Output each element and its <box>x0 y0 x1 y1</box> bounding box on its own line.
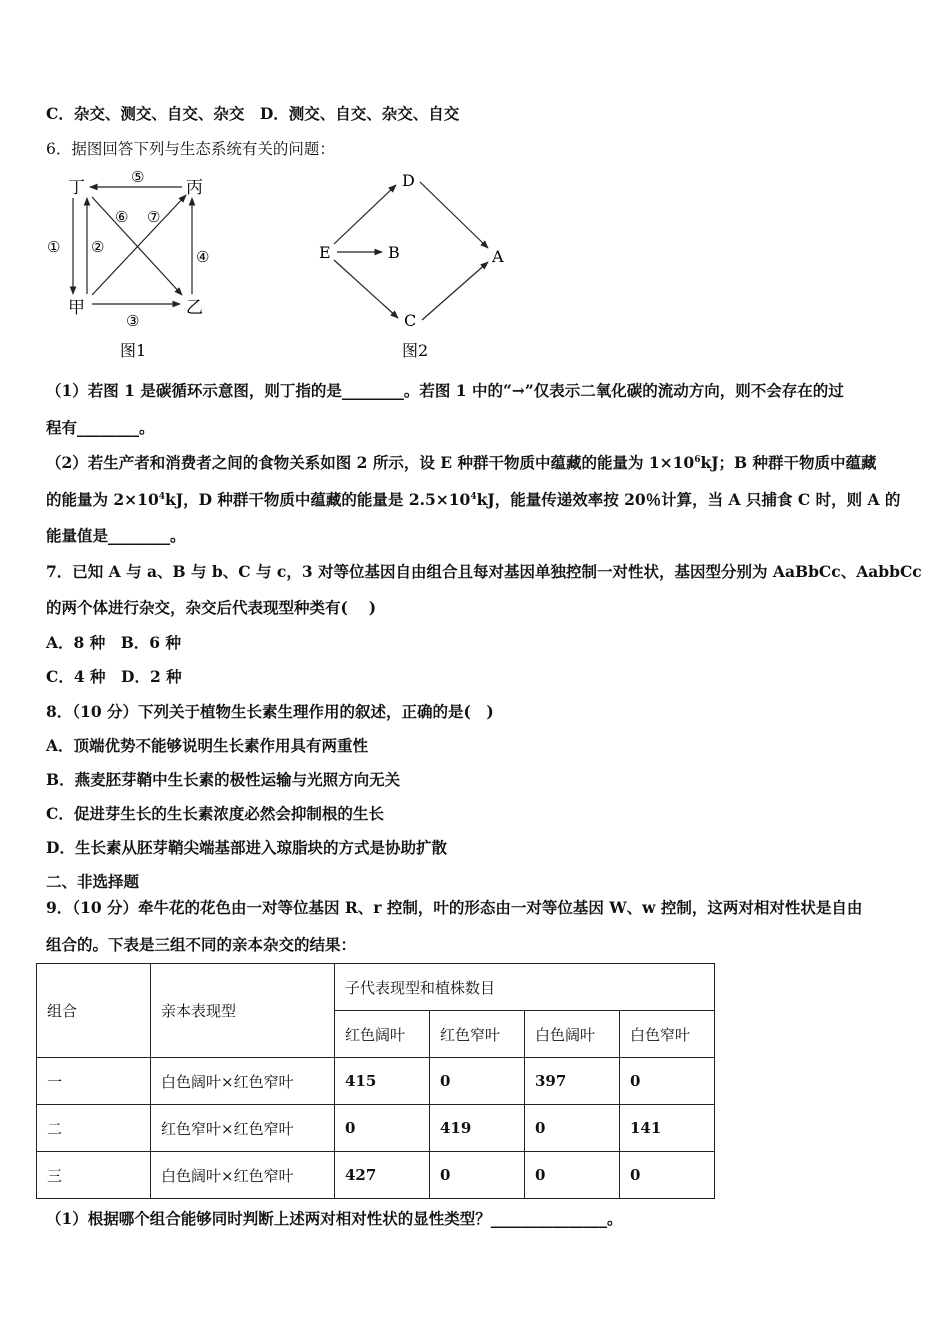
subheader: 白色阔叶 <box>525 1011 620 1058</box>
cell-value: 0 <box>430 1058 525 1105</box>
label-arrow-6: ⑥ <box>115 208 129 226</box>
q6-sub2-line3: 能量值是________。 <box>46 526 186 545</box>
cell-value: 0 <box>335 1105 430 1152</box>
q6-stem: 6．据图回答下列与生态系统有关的问题： <box>46 140 335 158</box>
header-group: 组合 <box>37 964 151 1058</box>
cell-parent: 红色窄叶×红色窄叶 <box>151 1105 335 1152</box>
cell-parent: 白色阔叶×红色窄叶 <box>151 1058 335 1105</box>
q6-sub1-line1: （1）若图 1 是碳循环示意图，则丁指的是________。若图 1 中的“→”仅表示二氧化碳的流动方向，则不会存在的过 <box>46 381 844 400</box>
cell-value: 419 <box>430 1105 525 1152</box>
q7-options-cd: C．4 种 D．2 种 <box>46 667 182 686</box>
q9-sub1: （1）根据哪个组合能够同时判断上述两对相对性状的显性类型？_______________。 <box>46 1209 623 1228</box>
table-row <box>37 1105 715 1152</box>
table-header-row <box>37 964 715 1011</box>
q7-stem-line1: 7．已知 A 与 a、B 与 b、C 与 c，3 对等位基因自由组合且每对基因单独控制一对性状，基因型分别为 AaBbCc、AabbCc <box>46 562 922 581</box>
subheader: 白色窄叶 <box>620 1011 715 1058</box>
figure-1 <box>47 168 209 360</box>
subheader: 红色窄叶 <box>430 1011 525 1058</box>
q6-sub2-line1-sup: 6 <box>694 454 701 465</box>
q6-sub1-line2: 程有________。 <box>46 418 155 437</box>
q9-stem-line2: 组合的。下表是三组不同的亲本杂交的结果： <box>46 935 357 954</box>
figure-2 <box>319 171 504 360</box>
label-arrow-4: ④ <box>196 248 210 266</box>
subheader: 红色阔叶 <box>335 1011 430 1058</box>
q9-stem-line1: 9．（10 分）牵牛花的花色由一对等位基因 R、r 控制，叶的形态由一对等位基因 W、w 控制，这两对相对性状是自由 <box>46 898 863 917</box>
q6-figures-svg <box>40 168 520 363</box>
q6-sub2-line2-sup1: 4 <box>158 491 166 502</box>
arrow-7 <box>92 195 186 295</box>
cell-group: 二 <box>37 1105 151 1152</box>
figure-1-caption: 图1 <box>120 341 147 360</box>
cell-value: 427 <box>335 1152 430 1199</box>
q6-sub2-line1-a: （2）若生产者和消费者之间的食物关系如图 2 所示，设 E 种群干物质中蕴藏的能量为 1×10 <box>46 453 695 472</box>
q6-sub2-line1-b: kJ；B 种群干物质中蕴藏 <box>700 453 877 472</box>
cell-value: 141 <box>620 1105 715 1152</box>
arrow-d-a <box>420 182 488 248</box>
q6-sub2-line2-c: kJ，能量传递效率按 20％计算，当 A 只捕食 C 时，则 A 的 <box>476 490 901 509</box>
node-jia: 甲 <box>68 298 85 318</box>
node-e: E <box>319 243 331 262</box>
q6-sub2-line2-sup2: 4 <box>470 491 477 502</box>
cell-value: 0 <box>525 1105 620 1152</box>
arrow-e-c <box>334 260 398 318</box>
q8-stem: 8．（10 分）下列关于植物生长素生理作用的叙述，正确的是( ) <box>46 702 494 721</box>
results-table <box>36 963 715 1199</box>
table-row <box>37 1152 715 1199</box>
node-ding: 丁 <box>68 178 85 198</box>
cell-group: 三 <box>37 1152 151 1199</box>
node-a: A <box>492 247 504 266</box>
q8-option-b: B．燕麦胚芽鞘中生长素的极性运输与光照方向无关 <box>46 770 401 789</box>
q6-sub2-line2 <box>46 488 900 510</box>
node-d: D <box>402 171 415 190</box>
cell-value: 0 <box>430 1152 525 1199</box>
cell-value: 415 <box>335 1058 430 1105</box>
figure-2-caption: 图2 <box>402 341 429 360</box>
arrow-c-a <box>422 262 488 320</box>
label-arrow-2: ② <box>91 238 105 256</box>
q7-options-ab: A．8 种 B．6 种 <box>46 633 181 652</box>
q7-stem-line2: 的两个体进行杂交，杂交后代表现型种类有( ) <box>46 598 377 617</box>
cell-value: 0 <box>620 1152 715 1199</box>
q8-option-c: C．促进芽生长的生长素浓度必然会抑制根的生长 <box>46 804 384 823</box>
cell-value: 0 <box>620 1058 715 1105</box>
table-row <box>37 1058 715 1105</box>
q8-option-a: A．顶端优势不能够说明生长素作用具有两重性 <box>46 736 369 755</box>
arrow-e-d <box>334 185 396 244</box>
label-arrow-5: ⑤ <box>131 168 145 186</box>
cell-value: 397 <box>525 1058 620 1105</box>
q8-option-d: D．生长素从胚芽鞘尖端基部进入琼脂块的方式是协助扩散 <box>46 838 447 857</box>
node-yi: 乙 <box>186 298 203 318</box>
label-arrow-1: ① <box>47 238 61 256</box>
q6-sub2-line1 <box>46 451 877 473</box>
label-arrow-3: ③ <box>126 312 140 330</box>
label-arrow-7: ⑦ <box>147 208 161 226</box>
node-c: C <box>404 311 417 330</box>
cell-group: 一 <box>37 1058 151 1105</box>
section-heading: 二、非选择题 <box>46 872 140 891</box>
header-offspring: 子代表现型和植株数目 <box>335 964 715 1011</box>
node-bing: 丙 <box>186 178 203 198</box>
cell-parent: 白色阔叶×红色窄叶 <box>151 1152 335 1199</box>
q5-options-cd: C．杂交、测交、自交、杂交 D．测交、自交、杂交、自交 <box>46 104 460 123</box>
header-parent: 亲本表现型 <box>151 964 335 1058</box>
q6-sub2-line2-a: 的能量为 2×10 <box>46 490 159 509</box>
node-b: B <box>388 243 400 262</box>
q6-sub2-line2-b: kJ，D 种群干物质中蕴藏的能量是 2.5×10 <box>165 490 471 509</box>
cell-value: 0 <box>525 1152 620 1199</box>
q6-figures <box>40 168 520 363</box>
